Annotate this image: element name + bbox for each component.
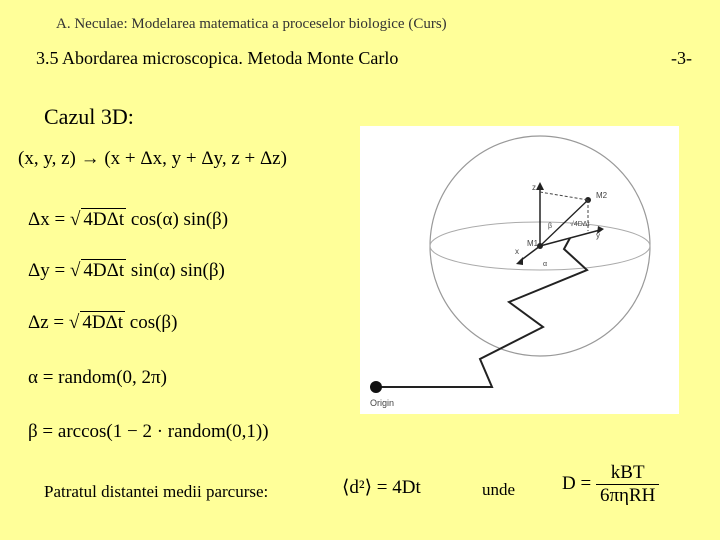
sqrt-sign: √: [68, 312, 80, 333]
equation-alpha: α = random(0, 2π): [28, 367, 167, 388]
diffusion-lhs: D =: [562, 472, 596, 494]
case-title: Cazul 3D:: [44, 104, 134, 129]
slide-subtitle: 3.5 Abordarea microscopica. Metoda Monte Carlo: [36, 48, 399, 68]
equation-dx-radicand: 4DΔt: [83, 209, 125, 230]
z-axis-arrow: [536, 182, 544, 190]
equation-dx-lhs: Δx =: [28, 209, 70, 230]
y-axis-label: y: [596, 231, 600, 240]
equation-dy-lhs: Δy =: [28, 260, 70, 281]
diffusion-fraction: [596, 462, 659, 507]
equation-dz: [28, 311, 177, 334]
equation-dy-radicand: 4DΔt: [83, 260, 125, 281]
equation-dz-lhs: Δz =: [28, 312, 69, 333]
diffusion-numerator: kBT: [596, 462, 659, 485]
random-walk-path: [376, 238, 587, 387]
equation-dy: [28, 259, 225, 282]
equation-dz-radicand: 4DΔt: [82, 312, 124, 333]
random-walk-figure: [360, 126, 679, 414]
equation-dx-rhs: cos(α) sin(β): [126, 209, 229, 230]
step-length-label: √4DΔt: [570, 221, 590, 228]
unde-label: unde: [482, 480, 516, 499]
beta-angle-label: β: [548, 223, 553, 230]
sqrt-sign: √: [69, 209, 81, 230]
transition-equation: (x, y, z) → (x + Δx, y + Δy, z + Δz): [18, 148, 287, 169]
equation-dy-rhs: sin(α) sin(β): [126, 260, 225, 281]
origin-label: Origin: [370, 398, 395, 408]
diffusion-formula: [562, 462, 659, 507]
course-header: A. Neculae: Modelarea matematica a proceselor biologice (Curs): [56, 16, 447, 32]
page-number: -3-: [671, 48, 692, 68]
diffusion-denominator: 6πηRH: [599, 485, 656, 506]
alpha-angle-label: α: [543, 261, 548, 268]
projection-line-z: [540, 192, 588, 200]
msd-formula: ⟨d²⟩ = 4Dt: [342, 477, 421, 498]
msd-label: Patratul distantei medii parcurse:: [44, 482, 269, 501]
equation-dz-rhs: cos(β): [125, 312, 178, 333]
equation-dx: [28, 208, 228, 231]
m1-label: M1: [527, 239, 539, 248]
x-axis-label: x: [515, 247, 519, 256]
origin-point: [370, 381, 382, 393]
z-axis-label: z: [532, 183, 536, 192]
m2-label: M2: [596, 191, 608, 200]
equation-beta: β = arccos(1 − 2 · random(0,1)): [28, 421, 269, 442]
x-axis-arrow: [516, 257, 523, 265]
random-walk-diagram: [360, 126, 679, 414]
sqrt-sign: √: [69, 260, 81, 281]
